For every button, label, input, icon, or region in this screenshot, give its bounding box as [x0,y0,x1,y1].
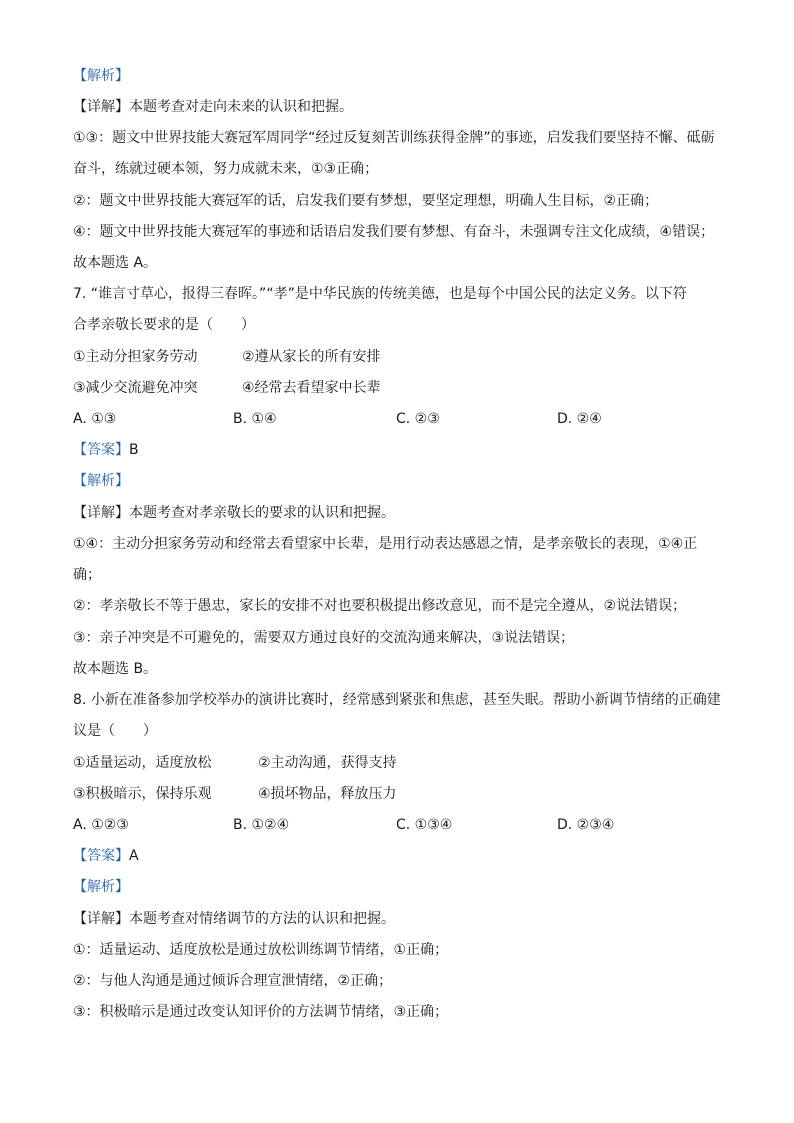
statement-option: ④损坏物品，释放压力 [258,786,397,802]
question-stem: 7. “谁言寸草心，报得三春晖。”“孝”是中华民族的传统美德，也是每个中国公民的法定义务。以下符 [73,286,687,302]
choice-c: C. ①③④ [396,817,453,833]
statement-option: ③积极暗示，保持乐观 [73,786,212,802]
explain-line: ③：积极暗示是通过改变认知评价的方法调节情绪，③正确； [73,1004,449,1020]
conclusion-line: 故本题选 B。 [73,661,158,677]
answer-line [73,846,139,866]
explain-line: ③：亲子冲突是不可避免的，需要双方通过良好的交流沟通来解决，③说法错误； [73,630,575,646]
explain-line: ②：孝亲敬长不等于愚忠，家长的安排不对也要积极提出修改意见，而不是完全遵从，②说法错误； [73,598,687,614]
explain-line: ①：适量运动、适度放松是通过放松训练调节情绪，①正确； [73,942,449,958]
statement-option: ②主动沟通，获得支持 [258,755,397,771]
analysis-label: 【解析】 [73,879,129,895]
choice-d: D. ②③④ [557,817,615,833]
explain-line: ②：与他人沟通是通过倾诉合理宣泄情绪，②正确； [73,973,393,989]
explain-line: ①④：主动分担家务劳动和经常去看望家中长辈，是用行动表达感恩之情，是孝亲敬长的表现，①④正 [73,536,698,552]
statement-option: ④经常去看望家中长辈 [242,380,381,396]
detail-line: 【详解】本题考查对走向未来的认识和把握。 [73,99,353,115]
question-stem: 8. 小新在准备参加学校举办的演讲比赛时，经常感到紧张和焦虑，甚至失眠。帮助小新调节情绪的正确建 [73,692,721,708]
answer-value: A [129,848,139,864]
choice-a: A. ①②③ [73,817,129,833]
choice-b: B. ①④ [233,411,277,427]
statement-option: ③减少交流避免冲突 [73,380,198,396]
explain-line: 奋斗，练就过硬本领，努力成就未来，①③正确； [73,161,379,177]
explain-line: ①③：题文中世界技能大赛冠军周同学“经过反复刻苦训练获得金牌”的事迹，启发我们要坚持不懈、砥砺 [73,130,715,146]
answer-value: B [129,442,139,458]
analysis-label: 【解析】 [73,473,129,489]
choice-d: D. ②④ [557,411,602,427]
question-stem: 合孝亲敬长要求的是（ ） [73,317,255,333]
explain-line: ②：题文中世界技能大赛冠军的话，启发我们要有梦想，要坚定理想，明确人生目标，②正确； [73,193,659,209]
choice-c: C. ②③ [396,411,440,427]
explain-line: 确； [73,567,101,583]
explain-line: ④：题文中世界技能大赛冠军的事迹和话语启发我们要有梦想、有奋斗，未强调专注文化成绩，④错误； [73,224,715,240]
answer-label: 【答案】 [73,848,129,864]
statement-option: ①主动分担家务劳动 [73,349,198,365]
statement-option: ①适量运动，适度放松 [73,755,212,771]
detail-line: 【详解】本题考查对孝亲敬长的要求的认识和把握。 [73,505,395,521]
conclusion-line: 故本题选 A。 [73,255,158,271]
choice-a: A. ①③ [73,411,117,427]
statement-option: ②遵从家长的所有安排 [242,349,381,365]
detail-line: 【详解】本题考查对情绪调节的方法的认识和把握。 [73,911,395,927]
choice-b: B. ①②④ [233,817,290,833]
analysis-label: 【解析】 [73,68,129,84]
answer-line [73,440,139,460]
answer-label: 【答案】 [73,442,129,458]
question-stem: 议是（ ） [73,723,157,739]
